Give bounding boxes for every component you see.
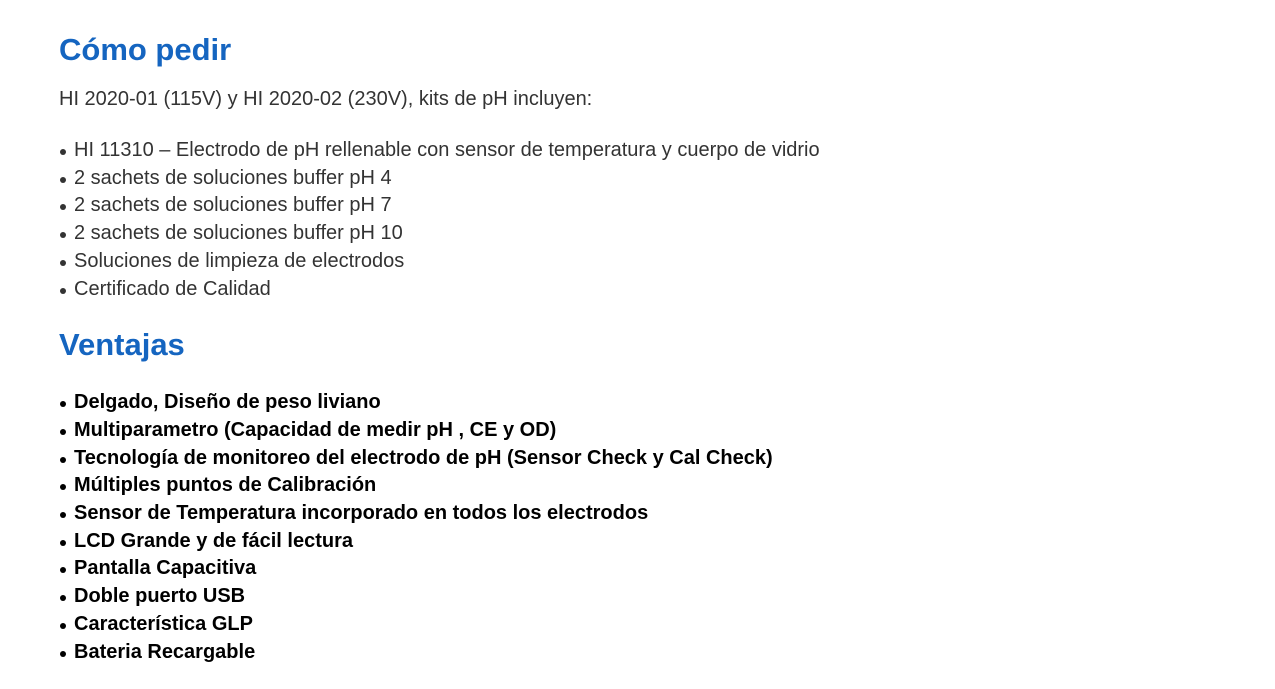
list-item: 2 sachets de soluciones buffer pH 7 (74, 192, 1275, 220)
kit-intro-text: HI 2020-01 (115V) y HI 2020-02 (230V), kits de pH incluyen: (59, 88, 593, 110)
list-item: Pantalla Capacitiva (74, 555, 1275, 583)
section-heading-benefits: Ventajas (59, 327, 185, 363)
list-item: Sensor de Temperatura incorporado en todos los electrodos (74, 500, 1275, 528)
kit-contents-list (59, 137, 1275, 303)
list-item: 2 sachets de soluciones buffer pH 10 (74, 220, 1275, 248)
section-heading-how-to-order: Cómo pedir (59, 32, 232, 67)
list-item: HI 11310 – Electrodo de pH rellenable con sensor de temperatura y cuerpo de vidrio (74, 137, 1275, 165)
list-item: Característica GLP (74, 611, 1275, 639)
list-item: Soluciones de limpieza de electrodos (74, 248, 1275, 276)
list-item: Doble puerto USB (74, 583, 1275, 611)
list-item: Multiparametro (Capacidad de medir pH , CE y OD) (74, 417, 1275, 445)
list-item: Múltiples puntos de Calibración (74, 472, 1275, 500)
benefits-list (59, 389, 1275, 666)
list-item: 2 sachets de soluciones buffer pH 4 (74, 165, 1275, 193)
list-item: Delgado, Diseño de peso liviano (74, 389, 1275, 417)
list-item: Tecnología de monitoreo del electrodo de pH (Sensor Check y Cal Check) (74, 445, 1275, 473)
list-item: Certificado de Calidad (74, 276, 1275, 304)
list-item: Bateria Recargable (74, 639, 1275, 667)
list-item: LCD Grande y de fácil lectura (74, 528, 1275, 556)
